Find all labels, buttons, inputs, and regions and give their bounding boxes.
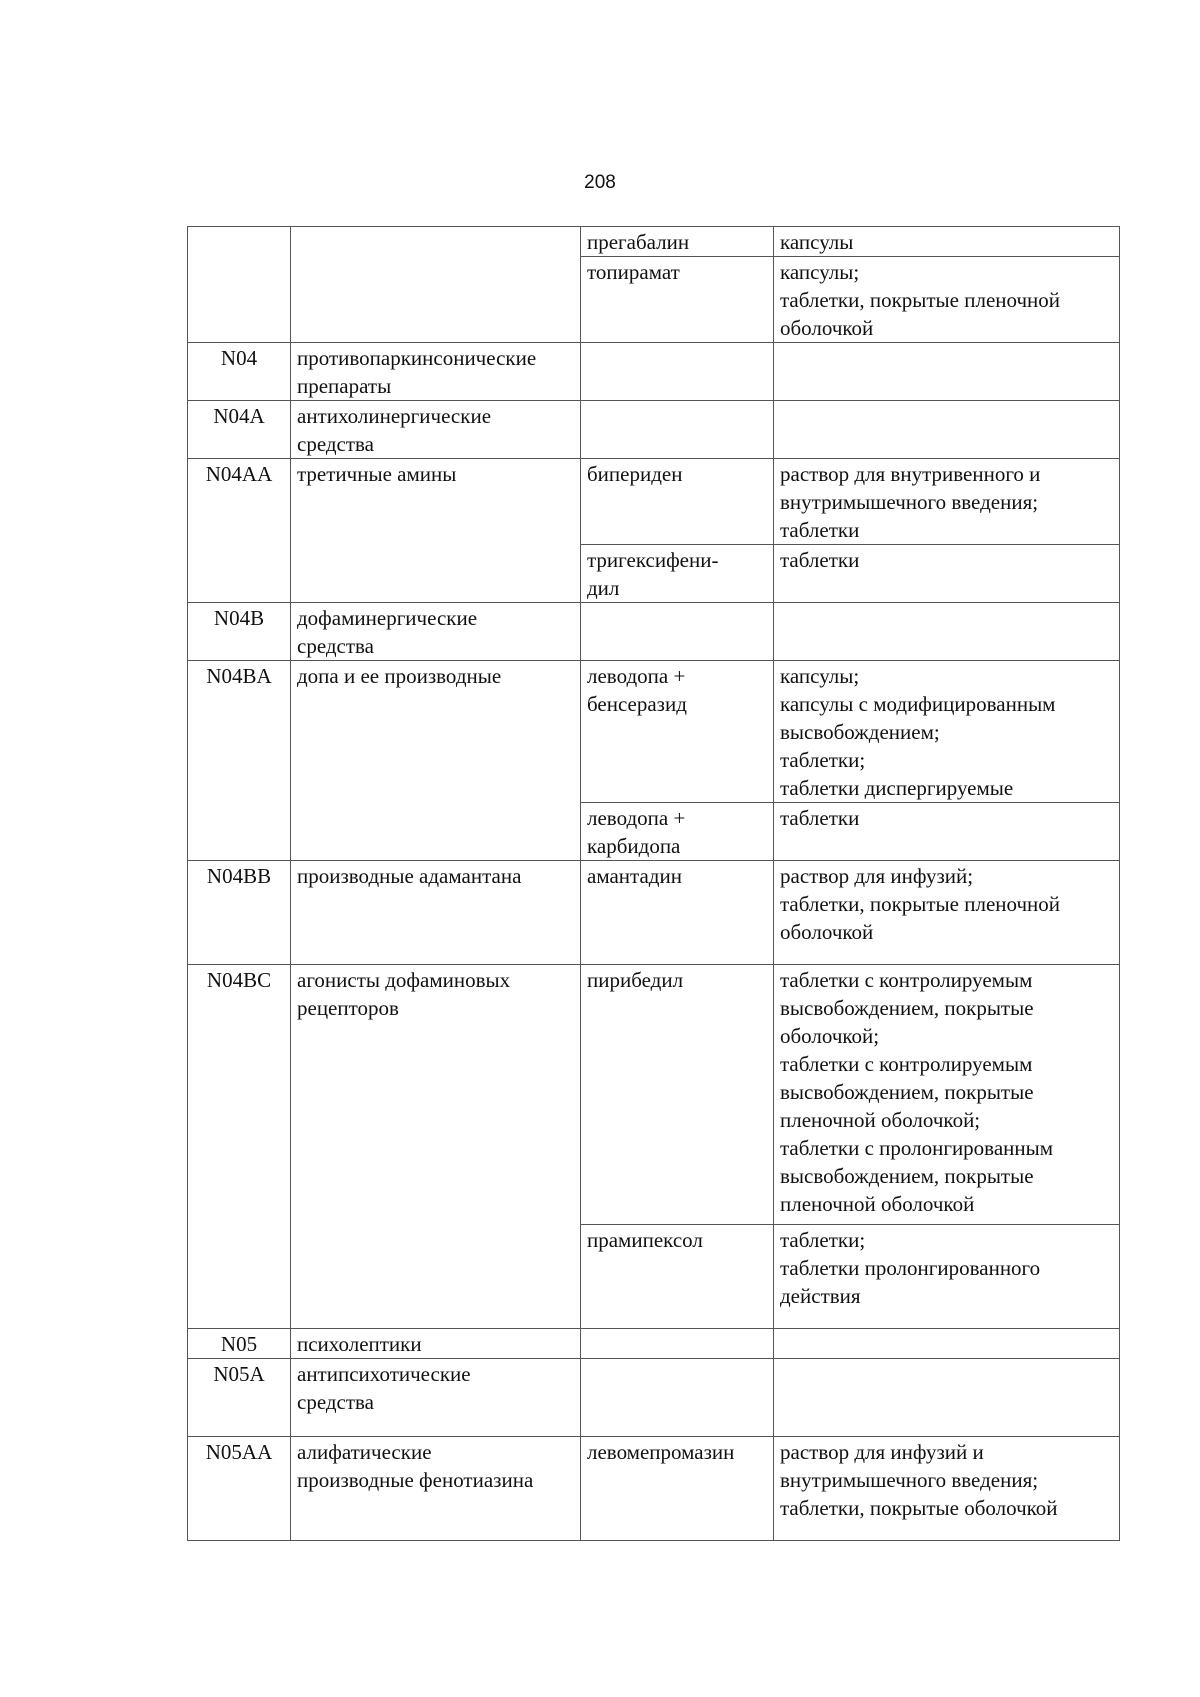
atc-code-cell: N04BA <box>188 661 291 861</box>
dosage-form-cell <box>774 1437 1120 1541</box>
drug-name-cell-line: прамипексол <box>587 1228 703 1252</box>
group-name-cell-line: алифатические <box>297 1440 432 1464</box>
dosage-form-cell-line: капсулы; <box>780 664 860 688</box>
group-name-cell <box>291 401 581 459</box>
dosage-form-cell <box>774 965 1120 1225</box>
drug-name-cell-line: леводопа + <box>587 664 686 688</box>
drug-name-cell <box>581 965 774 1225</box>
dosage-form-cell-line: оболочкой <box>780 316 874 340</box>
atc-code-cell: N04 <box>188 343 291 401</box>
group-name-cell-line: препараты <box>297 374 392 398</box>
group-name-cell <box>291 661 581 861</box>
dosage-form-cell <box>774 545 1120 603</box>
dosage-form-cell <box>774 861 1120 965</box>
atc-code-cell: N04BC <box>188 965 291 1329</box>
drug-name-cell-line: бипериден <box>587 462 683 486</box>
page-number: 208 <box>584 172 616 193</box>
drug-name-cell-line: прегабалин <box>587 230 690 254</box>
drug-name-cell-line: тригексифени- <box>587 548 719 572</box>
drug-name-cell-line: пирибедил <box>587 968 684 992</box>
dosage-form-cell-line: внутримышечного введения; <box>780 1468 1039 1492</box>
drug-name-cell-line: леводопа + <box>587 806 686 830</box>
dosage-form-cell-line: таблетки; <box>780 1228 866 1252</box>
drug-name-cell <box>581 227 774 257</box>
dosage-form-cell <box>774 257 1120 343</box>
drug-name-cell <box>581 257 774 343</box>
dosage-form-cell-line: внутримышечного введения; <box>780 490 1039 514</box>
atc-code-cell: N04A <box>188 401 291 459</box>
dosage-form-cell-line: оболочкой; <box>780 1024 880 1048</box>
dosage-form-cell <box>774 459 1120 545</box>
drug-name-cell-line: карбидопа <box>587 834 681 858</box>
drug-name-cell <box>581 803 774 861</box>
dosage-form-cell <box>774 1225 1120 1329</box>
atc-code-cell: N05AA <box>188 1437 291 1541</box>
group-name-cell <box>291 1359 581 1437</box>
drug-name-cell <box>581 343 774 401</box>
group-name-cell-line: противопаркинсонические <box>297 346 537 370</box>
dosage-form-cell-line: высвобождением, покрытые <box>780 996 1034 1020</box>
dosage-form-cell-line: раствор для инфузий и <box>780 1440 984 1464</box>
dosage-form-cell-line: таблетки <box>780 548 860 572</box>
dosage-form-cell-line: действия <box>780 1284 861 1308</box>
table-row <box>188 661 1120 803</box>
group-name-cell <box>291 459 581 603</box>
dosage-form-cell <box>774 401 1120 459</box>
group-name-cell <box>291 1329 581 1359</box>
dosage-form-cell-line: таблетки с пролонгированным <box>780 1136 1054 1160</box>
table-row <box>188 343 1120 401</box>
group-name-cell-line: допа и ее производные <box>297 664 502 688</box>
drug-name-cell <box>581 861 774 965</box>
dosage-form-cell <box>774 1359 1120 1437</box>
group-name-cell <box>291 965 581 1329</box>
drug-name-cell <box>581 459 774 545</box>
drug-table <box>187 226 1120 1541</box>
drug-name-cell-line: бенсеразид <box>587 692 687 716</box>
dosage-form-cell-line: капсулы <box>780 230 854 254</box>
atc-code-cell: N05A <box>188 1359 291 1437</box>
drug-name-cell-line: левомепромазин <box>587 1440 735 1464</box>
drug-name-cell <box>581 1359 774 1437</box>
dosage-form-cell-line: таблетки диспергируемые <box>780 776 1014 800</box>
group-name-cell-line: антихолинергические <box>297 404 492 428</box>
table-row <box>188 401 1120 459</box>
drug-name-cell <box>581 1329 774 1359</box>
atc-code-cell <box>188 227 291 343</box>
dosage-form-cell <box>774 603 1120 661</box>
drug-name-cell <box>581 1225 774 1329</box>
dosage-form-cell-line: таблетки, покрытые пленочной <box>780 892 1061 916</box>
group-name-cell <box>291 343 581 401</box>
dosage-form-cell-line: таблетки <box>780 806 860 830</box>
atc-code-cell: N04AA <box>188 459 291 603</box>
dosage-form-cell-line: оболочкой <box>780 920 874 944</box>
group-name-cell <box>291 227 581 343</box>
group-name-cell-line: третичные амины <box>297 462 457 486</box>
dosage-form-cell <box>774 803 1120 861</box>
atc-code-cell: N04BB <box>188 861 291 965</box>
table-row <box>188 1437 1120 1541</box>
drug-name-cell-line: топирамат <box>587 260 680 284</box>
table-row <box>188 227 1120 257</box>
table-row <box>188 459 1120 545</box>
group-name-cell <box>291 603 581 661</box>
dosage-form-cell-line: таблетки <box>780 518 860 542</box>
group-name-cell <box>291 861 581 965</box>
dosage-form-cell-line: капсулы; <box>780 260 860 284</box>
dosage-form-cell-line: таблетки; <box>780 748 866 772</box>
group-name-cell-line: производные фенотиазина <box>297 1468 534 1492</box>
group-name-cell <box>291 1437 581 1541</box>
dosage-form-cell-line: высвобождением, покрытые <box>780 1080 1034 1104</box>
dosage-form-cell-line: таблетки, покрытые пленочной <box>780 288 1061 312</box>
group-name-cell-line: средства <box>297 1390 375 1414</box>
drug-name-cell <box>581 603 774 661</box>
dosage-form-cell-line: высвобождением; <box>780 720 940 744</box>
group-name-cell-line: дофаминергические <box>297 606 478 630</box>
group-name-cell-line: средства <box>297 634 375 658</box>
dosage-form-cell-line: пленочной оболочкой; <box>780 1108 981 1132</box>
table-row <box>188 965 1120 1225</box>
drug-name-cell <box>581 661 774 803</box>
dosage-form-cell-line: раствор для внутривенного и <box>780 462 1041 486</box>
table-row <box>188 1329 1120 1359</box>
dosage-form-cell-line: раствор для инфузий; <box>780 864 974 888</box>
group-name-cell-line: антипсихотические <box>297 1362 471 1386</box>
group-name-cell-line: производные адамантана <box>297 864 522 888</box>
dosage-form-cell-line: таблетки с контролируемым <box>780 1052 1033 1076</box>
dosage-form-cell-line: капсулы с модифицированным <box>780 692 1056 716</box>
group-name-cell-line: средства <box>297 432 375 456</box>
drug-name-cell <box>581 401 774 459</box>
drug-name-cell <box>581 1437 774 1541</box>
group-name-cell-line: рецепторов <box>297 996 399 1020</box>
dosage-form-cell-line: высвобождением, покрытые <box>780 1164 1034 1188</box>
dosage-form-cell <box>774 661 1120 803</box>
table-row <box>188 861 1120 965</box>
dosage-form-cell <box>774 343 1120 401</box>
group-name-cell-line: агонисты дофаминовых <box>297 968 511 992</box>
atc-code-cell: N04B <box>188 603 291 661</box>
dosage-form-cell-line: таблетки, покрытые оболочкой <box>780 1496 1058 1520</box>
dosage-form-cell-line: таблетки с контролируемым <box>780 968 1033 992</box>
group-name-cell-line: психолептики <box>297 1332 422 1356</box>
dosage-form-cell-line: таблетки пролонгированного <box>780 1256 1041 1280</box>
atc-code-cell: N05 <box>188 1329 291 1359</box>
drug-name-cell <box>581 545 774 603</box>
table-row <box>188 1359 1120 1437</box>
dosage-form-cell <box>774 227 1120 257</box>
table-row <box>188 603 1120 661</box>
drug-name-cell-line: дил <box>587 576 620 600</box>
dosage-form-cell <box>774 1329 1120 1359</box>
dosage-form-cell-line: пленочной оболочкой <box>780 1192 975 1216</box>
drug-name-cell-line: амантадин <box>587 864 682 888</box>
